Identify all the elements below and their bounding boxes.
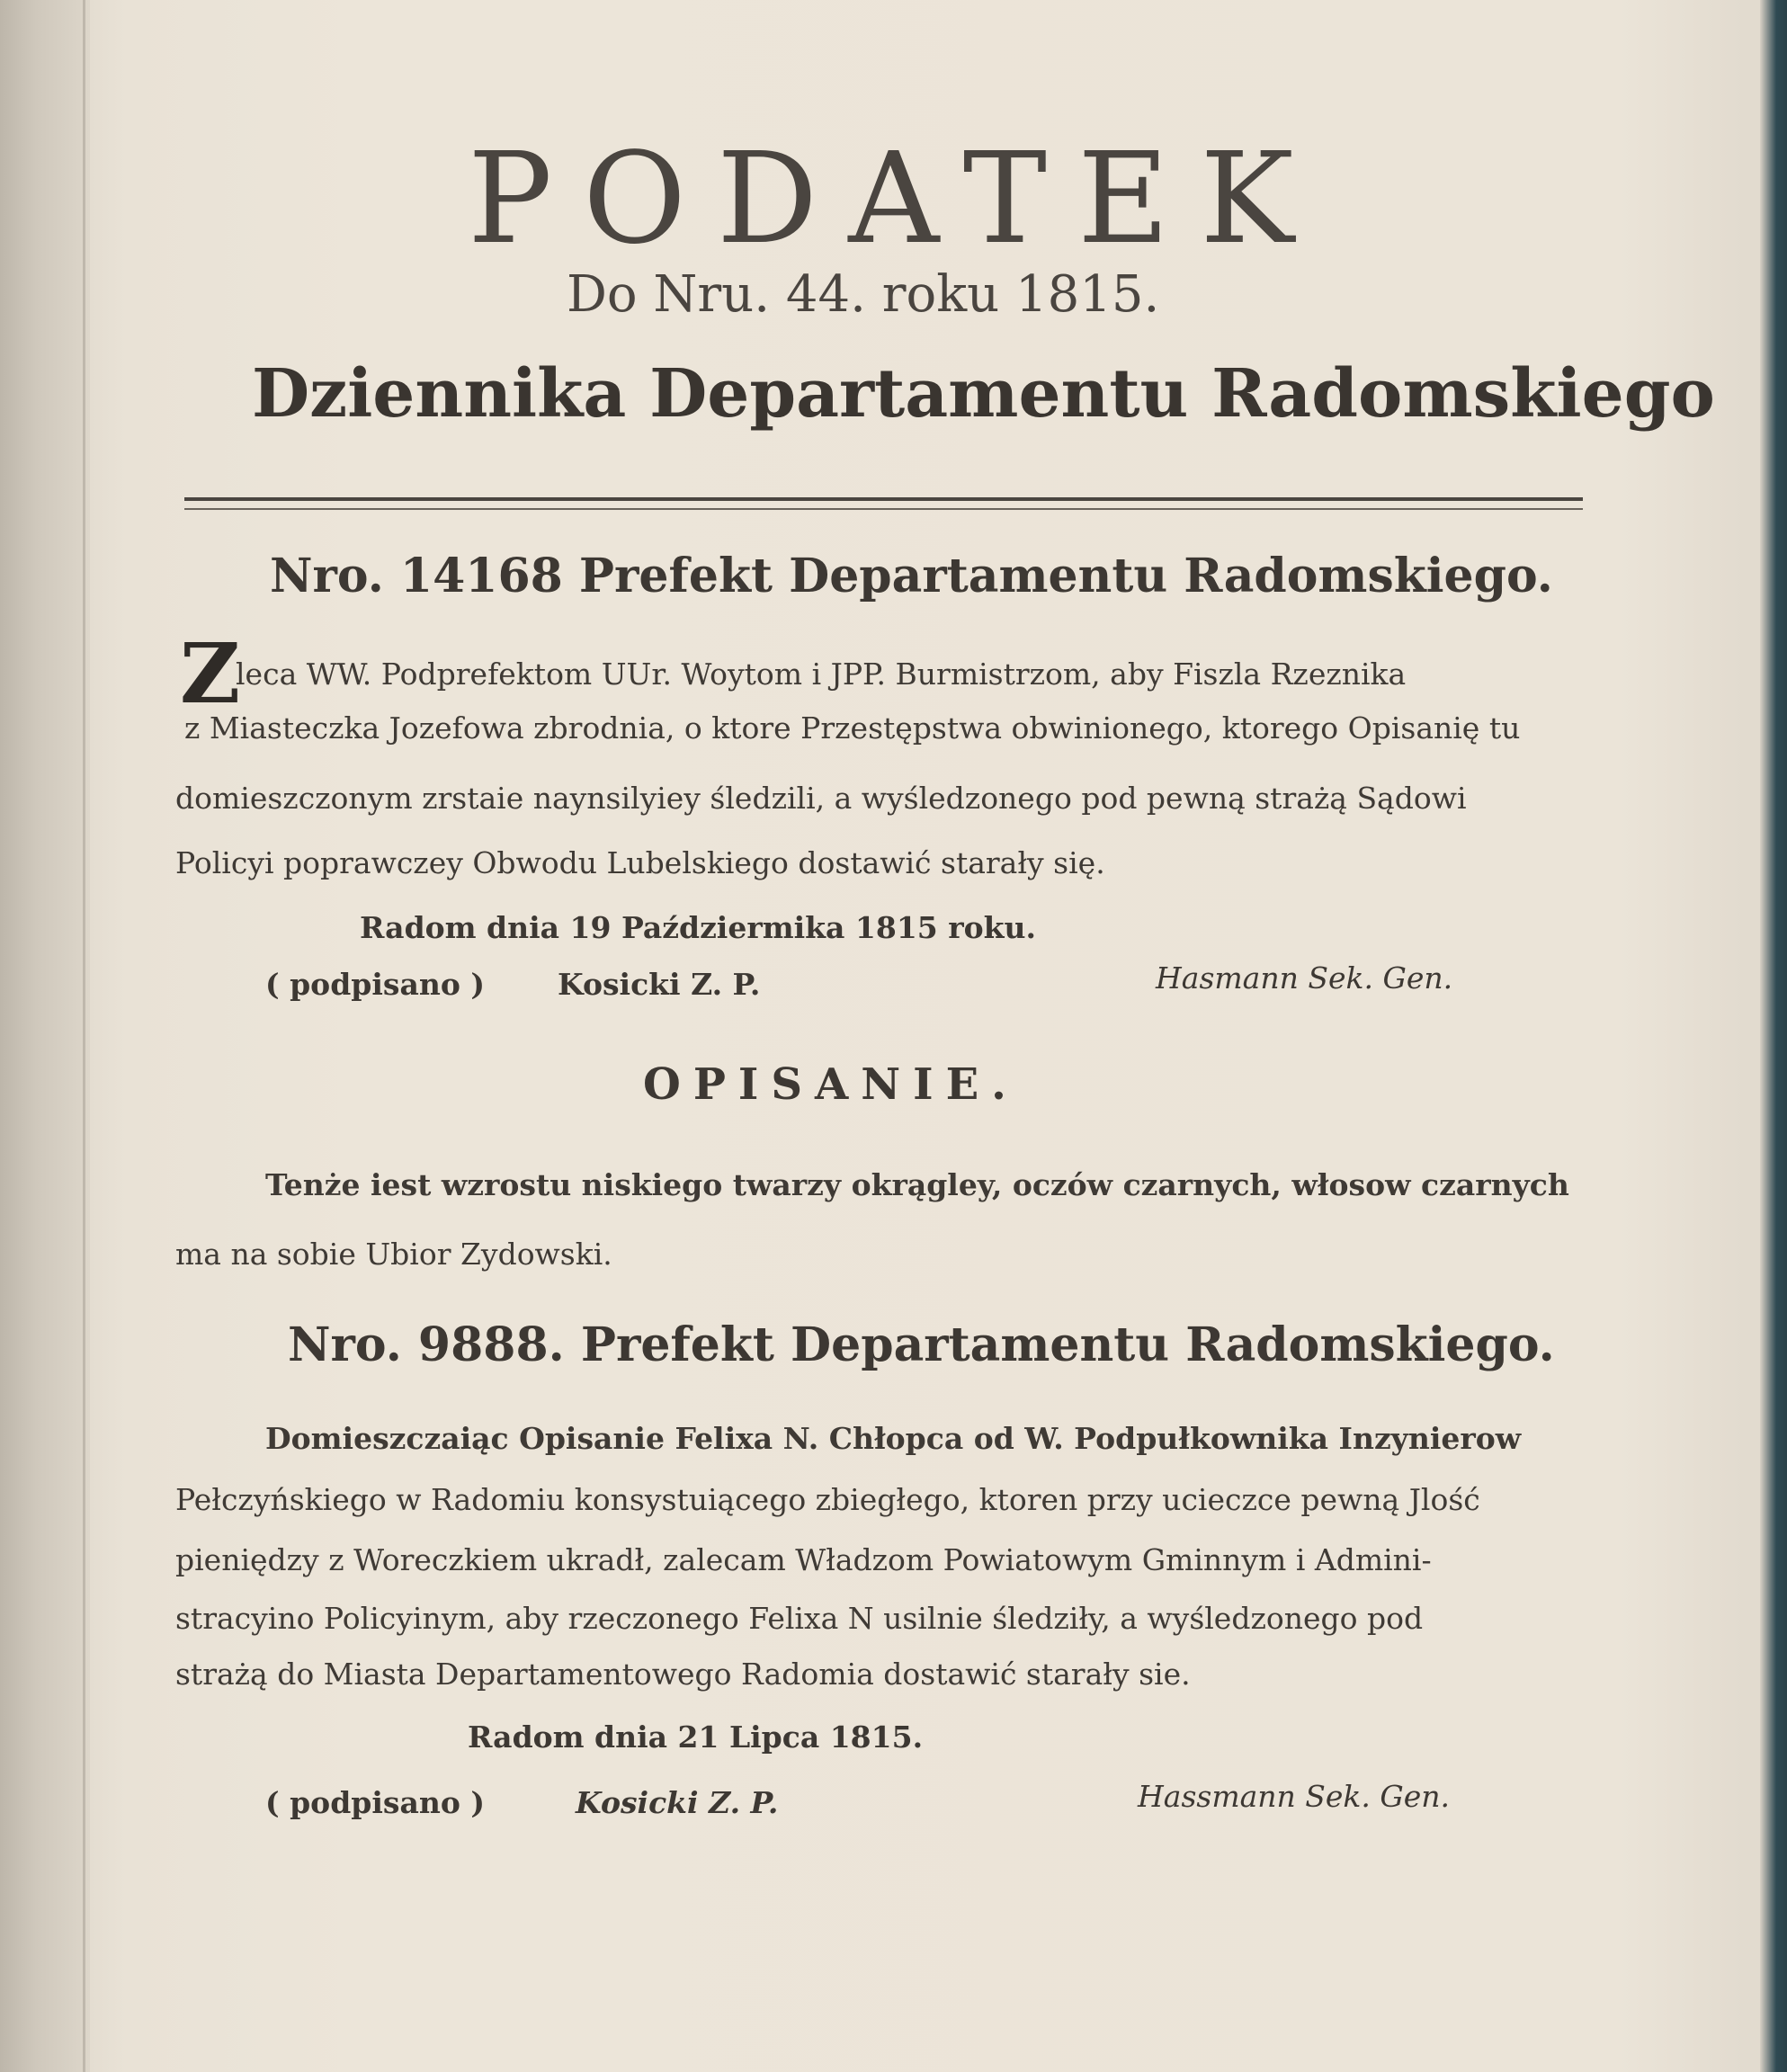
masthead: Dziennika Departamentu Radomskiego <box>252 355 1715 433</box>
notice1-line-4: Policyi poprawczey Obwodu Lubelskiego dostawić starały się. <box>175 845 1105 880</box>
notice1-line-2: z Miasteczka Jozefowa zbrodnia, o ktore Przestępstwa obwinionego, ktorego Opisanię tu <box>184 710 1521 746</box>
description-title: OPISANIE. <box>643 1059 1019 1110</box>
page-binding <box>0 0 90 2072</box>
notice1-line-1: leca WW. Podprefektom UUr. Woytom i JPP. Burmistrzom, aby Fiszla Rzeznika <box>236 656 1407 692</box>
notice2-heading: Nro. 9888. Prefekt Departamentu Radomskiego. <box>288 1317 1555 1372</box>
notice2-signed-label: ( podpisano ) <box>265 1785 485 1820</box>
notice2-line-2: Pełczyńskiego w Radomiu konsystuiącego zbiegłego, ktoren przy ucieczce pewną Jlość <box>175 1482 1480 1517</box>
notice1-secretary: Hasmann Sek. Gen. <box>1156 960 1453 996</box>
notice2-secretary: Hassmann Sek. Gen. <box>1138 1779 1451 1814</box>
notice2-line-3: pieniędzy z Woreczkiem ukradł, zalecam Władzom Powiatowym Gminnym i Admini- <box>175 1542 1432 1577</box>
notice2-line-1: Domieszczaiąc Opisanie Felixa N. Chłopca od W. Podpułkownika Inzynierow <box>265 1421 1522 1456</box>
notice1-heading: Nro. 14168 Prefekt Departamentu Radomskiego. <box>270 549 1553 603</box>
notice1-signed-label: ( podpisano ) <box>265 967 485 1002</box>
header-rule <box>184 497 1583 510</box>
document-subtitle: Do Nru. 44. roku 1815. <box>567 265 1160 324</box>
notice1-line-3: domieszczonym zrstaie naynsilyiey śledzili, a wyśledzonego pod pewną strażą Sądowi <box>175 781 1467 816</box>
notice1-signer: Kosicki Z. P. <box>558 967 761 1002</box>
page-edge <box>1760 0 1787 2072</box>
notice2-date: Radom dnia 21 Lipca 1815. <box>468 1719 924 1755</box>
notice2-signer: Kosicki Z. P. <box>576 1785 779 1820</box>
document-title: PODATEK <box>468 126 1325 272</box>
description-line-1: Tenże iest wzrostu niskiego twarzy okrągley, oczów czarnych, włosow czarnych <box>265 1167 1569 1202</box>
gutter-line <box>83 0 85 2072</box>
description-line-2: ma na sobie Ubior Zydowski. <box>175 1237 612 1272</box>
notice2-line-4: stracyino Policyinym, aby rzeczonego Felixa N usilnie śledziły, a wyśledzonego pod <box>175 1601 1424 1636</box>
notice1-dropcap: Z <box>180 625 241 722</box>
notice1-date: Radom dnia 19 Paździermika 1815 roku. <box>360 910 1036 945</box>
notice2-line-5: strażą do Miasta Departamentowego Radomia dostawić starały sie. <box>175 1657 1191 1692</box>
